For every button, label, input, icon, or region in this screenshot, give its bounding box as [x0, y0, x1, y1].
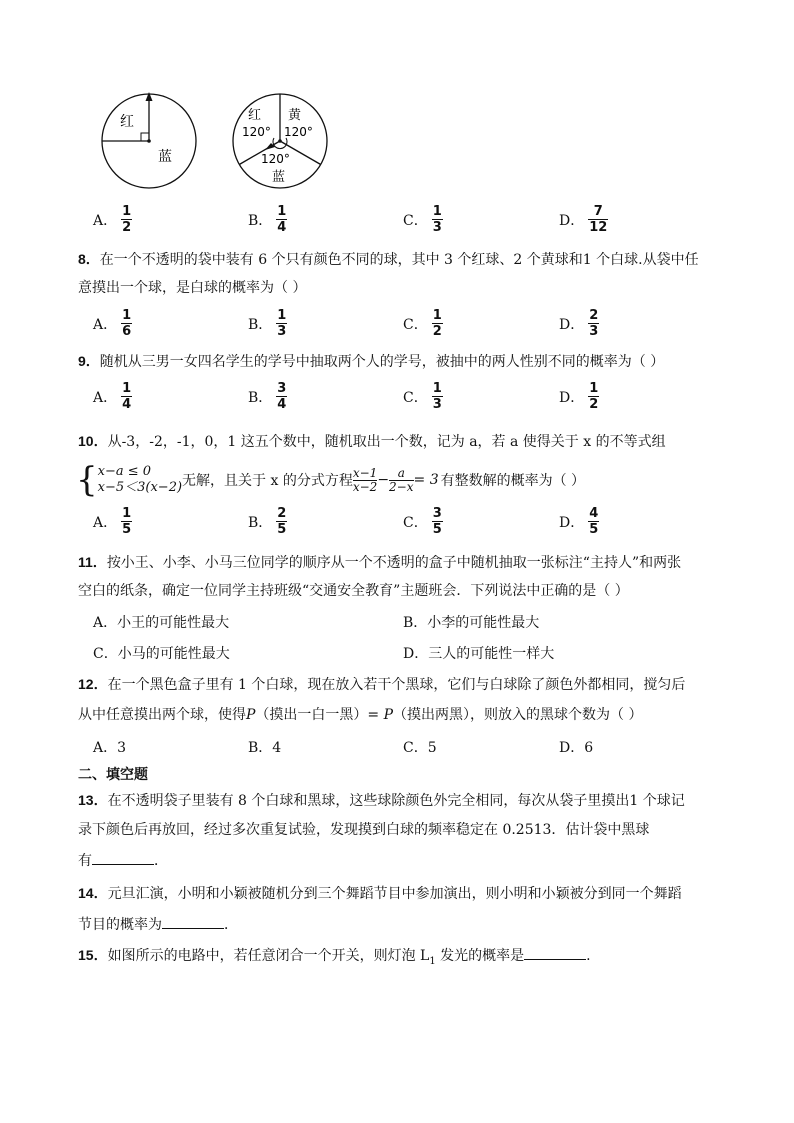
q11-line-1: 11．按小王、小李、小马三位同学的顺序从一个不透明的盒子中随机抽取一张标注“主持人”和两张 [78, 554, 682, 571]
fraction: $\frac{1}{5}$ [122, 506, 132, 537]
right-red-label: 红 [248, 108, 262, 123]
fraction: $\frac{1}{3}$ [432, 204, 442, 235]
fraction: $\frac{2}{3}$ [589, 308, 599, 339]
q11-option-a[interactable]: A．小王的可能性最大 [93, 615, 230, 631]
q12-option-b[interactable]: B．4 [248, 740, 282, 756]
fraction: $\frac{1}{4}$ [277, 204, 287, 235]
fraction: $\frac{7}{12}$ [589, 204, 608, 235]
fraction: $\frac{1}{6}$ [122, 308, 132, 339]
q7-option-d[interactable]: D． $\frac{7}{12}$ [559, 204, 608, 235]
fraction-1: x−1 x−2 [352, 465, 378, 494]
q12-option-d[interactable]: D．6 [559, 740, 594, 756]
q10-option-b[interactable]: B． $\frac{2}{5}$ [248, 506, 287, 537]
q10-option-c[interactable]: C． $\frac{3}{5}$ [403, 506, 442, 537]
fraction: $\frac{3}{5}$ [432, 506, 442, 537]
right-yellow-label: 黄 [288, 108, 302, 123]
q10-option-d[interactable]: D． $\frac{4}{5}$ [559, 506, 599, 537]
answer-blank[interactable] [92, 850, 154, 865]
left-red-label: 红 [120, 114, 134, 130]
fraction: $\frac{1}{2}$ [122, 204, 132, 235]
q8-option-a[interactable]: A． $\frac{1}{6}$ [93, 308, 132, 339]
fraction: $\frac{4}{5}$ [589, 506, 599, 537]
q14-line-1: 14．元旦汇演，小明和小颖被随机分到三个舞蹈节目中参加演出，则小明和小颖被分到同一个舞蹈 [78, 885, 682, 902]
q8-line-2: 意摸出一个球，是白球的概率为（ ） [78, 280, 307, 296]
deg-label-1: 120° [242, 125, 271, 139]
fraction-2: a 2−x [389, 465, 414, 494]
q8-line-1: 8．在一个不透明的袋中装有 6 个只有颜色不同的球，其中 3 个红球、2 个黄球和1 个白球.从袋中任 [78, 251, 699, 268]
left-blue-label: 蓝 [158, 149, 172, 165]
q7-option-b[interactable]: B． $\frac{1}{4}$ [248, 204, 287, 235]
q7-option-a[interactable]: A． $\frac{1}{2}$ [93, 204, 132, 235]
q12-option-c[interactable]: C．5 [403, 740, 437, 756]
q9-line-1: 9．随机从三男一女四名学生的学号中抽取两个人的学号，被抽中的两人性别不同的概率为（ ） [78, 353, 665, 370]
fraction: $\frac{1}{3}$ [432, 381, 442, 412]
q11-option-b[interactable]: B．小李的可能性最大 [403, 615, 540, 631]
q13-line-2: 录下颜色后再放回，经过多次重复试验，发现摸到白球的频率稳定在 0.2513．估计袋中黑球 [78, 822, 650, 838]
q9-option-c[interactable]: C． $\frac{1}{3}$ [403, 381, 442, 412]
q10-line-1: 10．从-3，-2，-1，0，1 这五个数中，随机取出一个数，记为 a，若 a 使得关于 x 的不等式组 [78, 433, 666, 450]
deg-label-3: 120° [261, 152, 290, 166]
q11-option-d[interactable]: D．三人的可能性一样大 [403, 646, 555, 662]
q8-option-c[interactable]: C． $\frac{1}{2}$ [403, 308, 442, 339]
q10-line-2: { x−a ≤ 0 x−5＜3(x−2) 无解，且关于 x 的分式方程 x−1 x−2 − a 2−x = 3 有整数解的概率为（ ） [76, 460, 586, 500]
right-blue-label: 蓝 [272, 170, 286, 185]
section-heading: 二、填空题 [78, 766, 148, 782]
q7-option-c[interactable]: C． $\frac{1}{3}$ [403, 204, 442, 235]
q9-option-a[interactable]: A． $\frac{1}{4}$ [93, 381, 132, 412]
spinner-left-figure [98, 92, 202, 192]
fraction: $\frac{3}{4}$ [277, 381, 287, 412]
fraction: $\frac{1}{2}$ [589, 381, 599, 412]
q10-option-a[interactable]: A． $\frac{1}{5}$ [93, 506, 132, 537]
q13-line-1: 13．在不透明袋子里装有 8 个白球和黑球，这些球除颜色外完全相同，每次从袋子里摸出1 个球记 [78, 792, 685, 809]
fraction: $\frac{1}{3}$ [277, 308, 287, 339]
fraction: $\frac{1}{2}$ [432, 308, 442, 339]
q11-option-c[interactable]: C．小马的可能性最大 [93, 646, 230, 662]
q13-line-3: 有 ． [78, 850, 168, 871]
spinner-right-figure [228, 92, 332, 192]
fraction: $\frac{2}{5}$ [277, 506, 287, 537]
q11-line-2: 空白的纸条，确定一位同学主持班级“交通安全教育”主题班会．下列说法中正确的是（ ） [78, 583, 629, 599]
q12-line-2: 从中任意摸出两个球，使得𝑃（摸出一白一黑）= 𝑃（摸出两黑），则放入的黑球个数为（ ） [78, 707, 643, 723]
q15-line-1: 15．如图所示的电路中，若任意闭合一个开关，则灯泡 $L_1$ 发光的概率是 . [78, 947, 591, 967]
answer-blank[interactable] [524, 945, 586, 960]
fraction: $\frac{1}{4}$ [122, 381, 132, 412]
inequality-system: x−a ≤ 0 x−5＜3(x−2) [97, 464, 183, 495]
q14-line-2: 节目的概率为 ． [78, 914, 238, 935]
q8-option-b[interactable]: B． $\frac{1}{3}$ [248, 308, 287, 339]
q8-option-d[interactable]: D． $\frac{2}{3}$ [559, 308, 599, 339]
q9-option-b[interactable]: B． $\frac{3}{4}$ [248, 381, 287, 412]
deg-label-2: 120° [284, 125, 313, 139]
q12-line-1: 12．在一个黑色盒子里有 1 个白球，现在放入若干个黑球，它们与白球除了颜色外都相同，搅匀后 [78, 676, 686, 693]
answer-blank[interactable] [162, 914, 224, 929]
brace: { [76, 460, 98, 500]
q12-option-a[interactable]: A．3 [93, 740, 127, 756]
q9-option-d[interactable]: D． $\frac{1}{2}$ [559, 381, 599, 412]
